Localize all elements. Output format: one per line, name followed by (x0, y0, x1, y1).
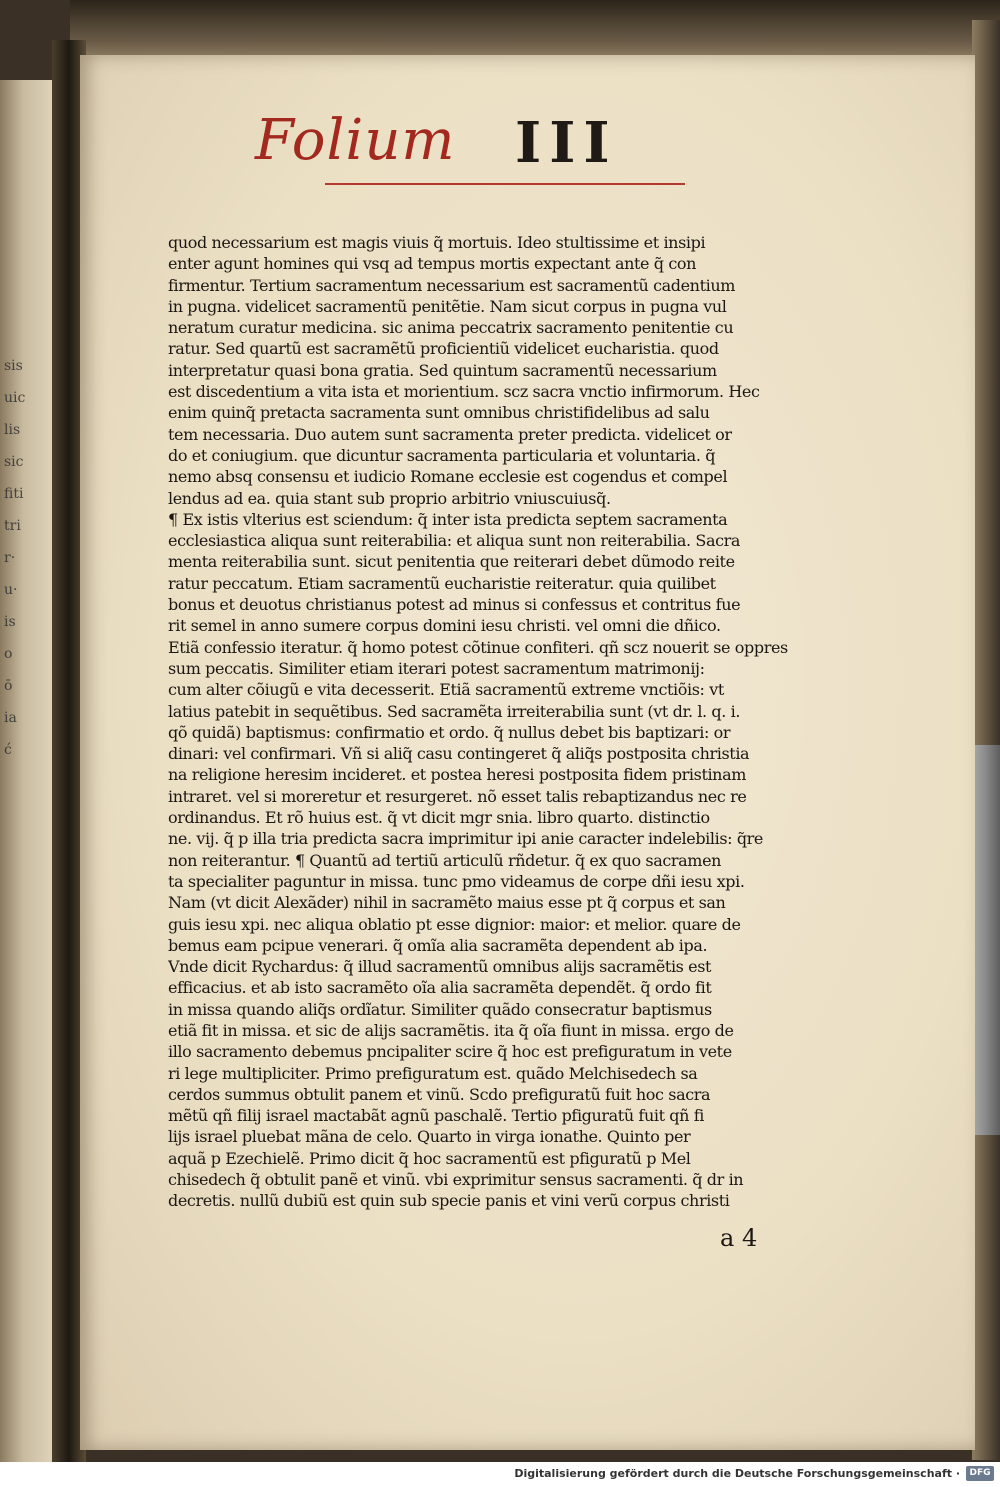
left-page-fragment: tri (4, 518, 21, 534)
left-page-fragment: o (4, 646, 13, 662)
text-line: cerdos summus obtulit panem et vinũ. Scdo prefiguratũ fuit hoc sacra (168, 1084, 711, 1104)
folium-number: III (515, 110, 618, 176)
text-line: efficacius. et ab isto sacramẽto oĩa alia sacramẽta dependẽt. q̃ ordo fit (168, 978, 712, 998)
text-line: nemo absq consensu et iudicio Romane ecclesie est cogendus et compel (168, 467, 728, 487)
text-line: ne. vij. q̃ p illa tria predicta sacra imprimitur ipi anie caracter indelebilis: q̃re (168, 829, 763, 849)
text-line: bemus eam pcipue venerari. q̃ omĩa alia sacramẽta dependent ab ipa. (168, 935, 708, 955)
text-line: quod necessarium est magis viuis q̃ mortuis. Ideo stultissime et insipi (168, 233, 706, 252)
credit-bar (0, 1462, 1000, 1487)
text-line: interpretatur quasi bona gratia. Sed quintum sacramentũ necessarium (168, 360, 717, 380)
left-page-fragment: r· (4, 550, 16, 566)
left-page-fragment: ō (4, 678, 13, 694)
text-line: guis iesu xpi. nec aliqua oblatio pt esse dignior: maior: et melior. quare de (168, 914, 741, 934)
text-line: bonus et deuotus christianus potest ad minus si confessus et contritus fue (168, 595, 741, 615)
text-line: ta specialiter paguntur in missa. tunc pmo videamus de corpe dñi iesu xpi. (168, 871, 745, 891)
text-line: do et coniugium. que dicuntur sacramenta particularia et voluntaria. q̃ (168, 445, 716, 465)
text-line: Nam (vt dicit Alexãder) nihil in sacramẽto maius esse pt q̃ corpus et san (168, 893, 726, 913)
text-line: qõ quidã) baptismus: confirmatio et ordo. q̃ nullus debet bis baptizari: or (168, 722, 731, 742)
folium-heading: Folium (255, 108, 456, 173)
left-page-fragment: fiti (4, 486, 24, 502)
text-line: illo sacramento debemus pncipaliter scire q̃ hoc est prefiguratum in vete (168, 1042, 732, 1062)
text-line: mẽtũ qñ filij israel mactabãt agnũ paschalẽ. Tertio pfiguratũ fuit qñ fi (168, 1106, 704, 1126)
left-page-fragment: sic (4, 454, 24, 470)
text-line: ri lege multipliciter. Primo prefiguratum est. quãdo Melchisedech sa (168, 1063, 698, 1083)
text-line: latius patebit in sequẽtibus. Sed sacramẽta irreiterabilia sunt (vt dr. l. q. i. (168, 701, 741, 721)
text-line: decretis. nullũ dubiũ est quin sub specie panis et vini verũ corpus christi (168, 1191, 730, 1211)
text-line: enim quinq̃ pretacta sacramenta sunt omnibus christifidelibus ad salu (168, 403, 710, 423)
text-line: chisedech q̃ obtulit panẽ et vinũ. vbi exprimitur sensus sacramenti. q̃ dr in (168, 1170, 744, 1190)
text-line: est discedentium a vita ista et morientium. scz sacra vnctio infirmorum. Hec (168, 382, 760, 402)
text-line: sum peccatis. Similiter etiam iterari potest sacramentum matrimonij: (168, 658, 705, 678)
left-page-fragment: is (4, 614, 16, 630)
text-line: ecclesiastica aliqua sunt reiterabilia: et aliqua sunt non reiterabilia. Sacra (168, 531, 741, 551)
text-line: neratum curatur medicina. sic anima peccatrix sacramento penitentie cu (168, 318, 734, 338)
left-page-fragment: uic (4, 390, 26, 406)
left-page-fragment: sis (4, 358, 23, 374)
text-line: etiã fit in missa. et sic de alijs sacramẽtis. ita q̃ oĩa fiunt in missa. ergo de (168, 1020, 734, 1040)
body-text (168, 232, 798, 1212)
text-line: ordinandus. Et rõ huius est. q̃ vt dicit mgr snia. libro quarto. distinctio (168, 808, 710, 828)
text-line: lendus ad ea. quia stant sub proprio arbitrio vniuscuiusq̃. (168, 488, 611, 508)
text-line: in missa quando aliq̃s ordĩatur. Similiter quãdo consecratur baptismus (168, 999, 712, 1019)
left-page-fragment: u· (4, 582, 18, 598)
text-line: cum alter cõiugũ e vita decesserit. Etiã sacramentũ extreme vnctiõis: vt (168, 680, 724, 700)
page-header (255, 105, 705, 215)
text-line: na religione heresim incideret. et postea heresi postposita fidem pristinam (168, 765, 747, 785)
text-line: lijs israel pluebat mãna de celo. Quarto in virga ionathe. Quinto per (168, 1127, 691, 1147)
text-line: menta reiterabilia sunt. sicut penitentia que reiterari debet dũmodo reite (168, 552, 735, 572)
credit-text: Digitalisierung gefördert durch die Deutsche Forschungsgemeinschaft · (514, 1467, 960, 1480)
left-page-edge (0, 80, 58, 1462)
header-rule (325, 183, 685, 185)
text-line: ratur peccatum. Etiam sacramentũ eucharistie reiteratur. quia quilibet (168, 573, 716, 593)
text-line: enter agunt homines qui vsq ad tempus mortis expectant ante q̃ con (168, 254, 697, 274)
text-line: tem necessaria. Duo autem sunt sacramenta preter predicta. videlicet or (168, 424, 732, 444)
left-page-fragment: ć (4, 742, 12, 758)
left-page-fragments (4, 350, 24, 766)
book-right-edge (972, 20, 1000, 1460)
left-page-fragment: lis (4, 422, 21, 438)
left-page-fragment: ia (4, 710, 17, 726)
text-line: intraret. vel si moreretur et resurgeret. nõ esset talis rebaptizandus nec re (168, 786, 747, 806)
text-line: Vnde dicit Rychardus: q̃ illud sacramentũ omnibus alijs sacramẽtis est (168, 957, 712, 977)
text-line: aquã p Ezechielẽ. Primo dicit q̃ hoc sacramentũ est pfiguratũ p Mel (168, 1148, 691, 1168)
text-line: dinari: vel confirmari. Vñ si aliq̃ casu contingeret q̃ aliq̃s postposita christia (168, 744, 750, 764)
text-line: firmentur. Tertium sacramentum necessarium est sacramentũ cadentium (168, 275, 736, 295)
text-line: rit semel in anno sumere corpus domini iesu christi. vel omni die dñico. (168, 616, 721, 636)
text-line: Etiã confessio iteratur. q̃ homo potest cõtinue confiteri. qñ scz nouerit se oppres (168, 637, 788, 657)
text-line: ¶ Ex istis vlterius est sciendum: q̃ inter ista predicta septem sacramenta (168, 509, 728, 529)
text-line: in pugna. videlicet sacramentũ penitẽtie. Nam sicut corpus in pugna vul (168, 296, 727, 316)
dfg-logo: DFG (966, 1466, 994, 1481)
text-line: ratur. Sed quartũ est sacramẽtũ proficientiũ videlicet eucharistia. quod (168, 339, 719, 359)
signature-mark: a 4 (720, 1224, 758, 1252)
text-line: non reiterantur. ¶ Quantũ ad tertiũ articulũ rñdetur. q̃ ex quo sacramen (168, 850, 722, 870)
